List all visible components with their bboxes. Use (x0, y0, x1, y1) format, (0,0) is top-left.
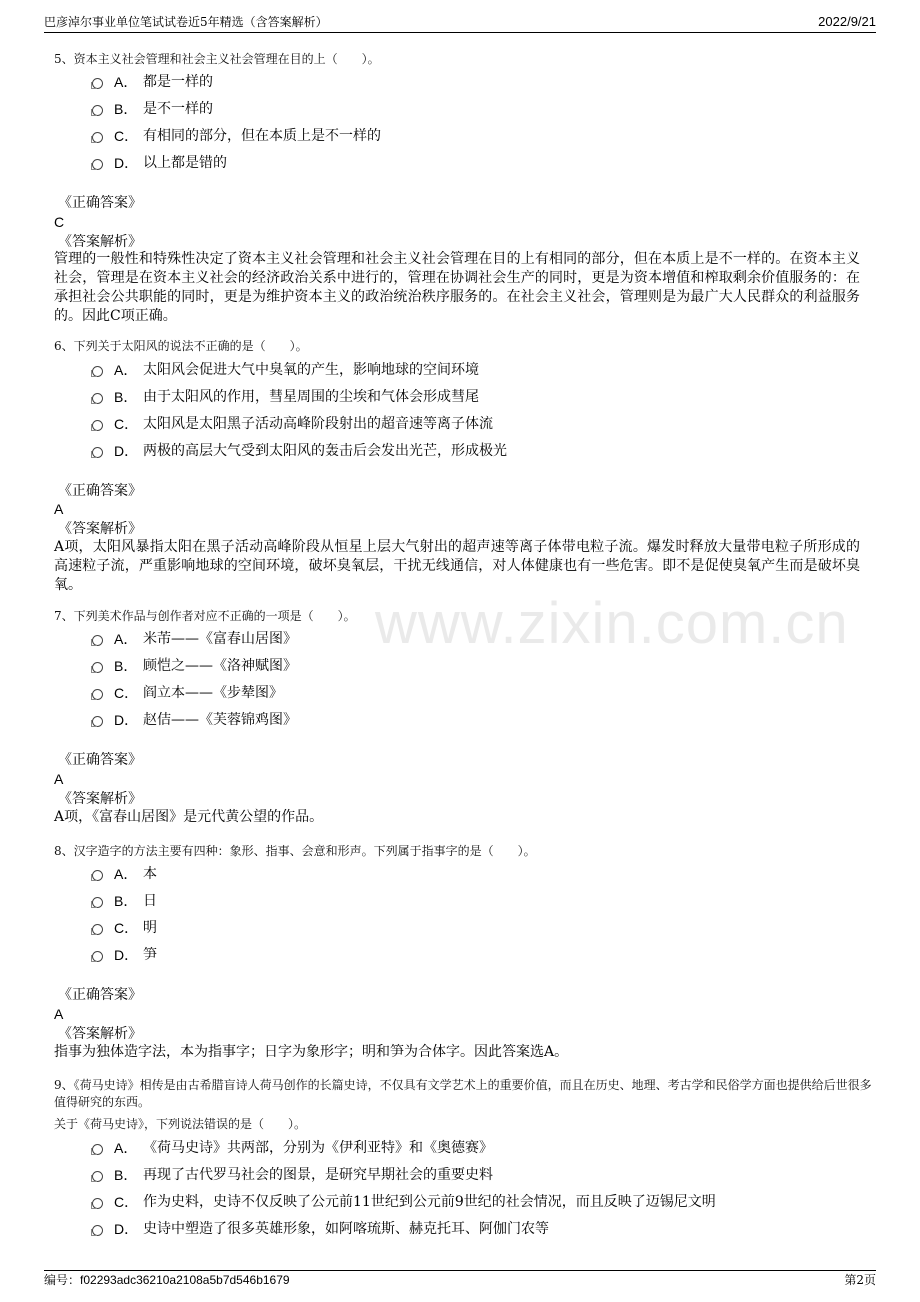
answer-label: 《正确答案》 (58, 987, 142, 1003)
radio-icon[interactable] (92, 420, 103, 431)
radio-icon[interactable] (92, 366, 103, 377)
question-stem-9: 9、《荷马史诗》相传是由古希腊盲诗人荷马创作的长篇史诗，不仅具有文学艺术上的重要价值，而且在历史、地理、考古学和民俗学方面也提供给后世很多值得研究的东西。 (54, 1078, 872, 1109)
option-8d[interactable]: D． 笋 (92, 945, 872, 967)
option-8c[interactable]: C． 明 (92, 918, 872, 940)
page-number: 第2页 (844, 1273, 876, 1287)
radio-icon[interactable] (92, 132, 103, 143)
option-9b[interactable]: B． 再现了古代罗马社会的图景，是研究早期社会的重要史料 (92, 1165, 872, 1187)
explanation-text: 管理的一般性和特殊性决定了资本主义社会管理和社会主义社会管理在目的上有相同的部分，但在本质上是不一样的。在资本主义社会，管理是在资本主义社会的经济政治关系中进行的，管理在协调社会生产的同时，更是为资本增值和榨取剩余价值服务的：在承担社会公共职能的同时，更是为维护资本主义的政治统治秩序服务的。在社会主义社会，管理则是为最广大人民群众的利益服务的。因此C项正确。 (54, 251, 860, 324)
option-5d[interactable]: D． 以上都是错的 (92, 153, 872, 175)
radio-icon[interactable] (92, 662, 103, 673)
explanation-label: 《答案解析》 (58, 234, 142, 250)
option-9a[interactable]: A． 《荷马史诗》共两部，分别为《伊利亚特》和《奥德赛》 (92, 1138, 872, 1160)
explanation-label: 《答案解析》 (58, 1026, 142, 1042)
document-code: 编号：f02293adc36210a2108a5b7d546b1679 (44, 1273, 290, 1287)
answer-label: 《正确答案》 (58, 752, 142, 768)
radio-icon[interactable] (92, 105, 103, 116)
document-title: 巴彦淖尔事业单位笔试试卷近5年精选（含答案解析） (44, 15, 328, 29)
radio-icon[interactable] (92, 689, 103, 700)
option-7d[interactable]: D． 赵佶——《芙蓉锦鸡图》 (92, 710, 872, 732)
question-stem-9-sub: 关于《荷马史诗》，下列说法错误的是（ ）。 (54, 1117, 307, 1131)
explanation-text: A项，太阳风暴指太阳在黑子活动高峰阶段从恒星上层大气射出的超声速等离子体带电粒子流。爆发时释放大量带电粒子所形成的高速粒子流，严重影响地球的空间环境，破坏臭氧层，干扰无线通信，对人体健康也有一些危害。即不是促使臭氧产生而是破坏臭氧。 (54, 539, 860, 593)
explanation-label: 《答案解析》 (58, 791, 142, 807)
radio-icon[interactable] (92, 924, 103, 935)
option-9d[interactable]: D． 史诗中塑造了很多英雄形象，如阿喀琉斯、赫克托耳、阿伽门农等 (92, 1219, 872, 1241)
radio-icon[interactable] (92, 635, 103, 646)
answer-label: 《正确答案》 (58, 195, 142, 211)
answer-label: 《正确答案》 (58, 483, 142, 499)
option-6d[interactable]: D． 两极的高层大气受到太阳风的轰击后会发出光芒，形成极光 (92, 441, 872, 463)
option-5b[interactable]: B． 是不一样的 (92, 99, 872, 121)
option-5a[interactable]: A． 都是一样的 (92, 72, 872, 94)
document-date: 2022/9/21 (818, 14, 876, 29)
radio-icon[interactable] (92, 1225, 103, 1236)
question-stem-6: 6、下列关于太阳风的说法不正确的是（ ）。 (54, 339, 308, 353)
radio-icon[interactable] (92, 1144, 103, 1155)
page-header (44, 12, 876, 33)
radio-icon[interactable] (92, 870, 103, 881)
explanation-label: 《答案解析》 (58, 521, 142, 537)
correct-answer: A (54, 1006, 64, 1022)
option-6b[interactable]: B． 由于太阳风的作用，彗星周围的尘埃和气体会形成彗尾 (92, 387, 872, 409)
option-8a[interactable]: A． 本 (92, 864, 872, 886)
radio-icon[interactable] (92, 1198, 103, 1209)
correct-answer: C (54, 214, 65, 230)
radio-icon[interactable] (92, 78, 103, 89)
question-stem-5: 5、资本主义社会管理和社会主义社会管理在目的上（ ）。 (54, 52, 380, 66)
page-footer (44, 1270, 876, 1291)
option-6c[interactable]: C． 太阳风是太阳黑子活动高峰阶段射出的超音速等离子体流 (92, 414, 872, 436)
question-stem-7: 7、下列美术作品与创作者对应不正确的一项是（ ）。 (54, 609, 356, 623)
radio-icon[interactable] (92, 159, 103, 170)
explanation-text: 指事为独体造字法，本为指事字；日字为象形字；明和笋为合体字。因此答案选A。 (54, 1044, 569, 1060)
option-7a[interactable]: A． 米芾——《富春山居图》 (92, 629, 872, 651)
question-stem-8: 8、汉字造字的方法主要有四种：象形、指事、会意和形声。下列属于指事字的是（ ）。 (54, 844, 536, 858)
option-7c[interactable]: C． 阎立本——《步辇图》 (92, 683, 872, 705)
radio-icon[interactable] (92, 1171, 103, 1182)
option-7b[interactable]: B． 顾恺之——《洛神赋图》 (92, 656, 872, 678)
correct-answer: A (54, 501, 64, 517)
explanation-text: A项，《富春山居图》是元代黄公望的作品。 (54, 809, 324, 825)
correct-answer: A (54, 771, 64, 787)
option-6a[interactable]: A． 太阳风会促进大气中臭氧的产生，影响地球的空间环境 (92, 360, 872, 382)
radio-icon[interactable] (92, 897, 103, 908)
radio-icon[interactable] (92, 716, 103, 727)
radio-icon[interactable] (92, 393, 103, 404)
radio-icon[interactable] (92, 951, 103, 962)
radio-icon[interactable] (92, 447, 103, 458)
option-9c[interactable]: C． 作为史料，史诗不仅反映了公元前11世纪到公元前9世纪的社会情况，而且反映了迈锡尼文明 (92, 1192, 872, 1214)
option-5c[interactable]: C． 有相同的部分，但在本质上是不一样的 (92, 126, 872, 148)
watermark: www.zixin.com.cn (375, 591, 849, 656)
option-8b[interactable]: B． 日 (92, 891, 872, 913)
